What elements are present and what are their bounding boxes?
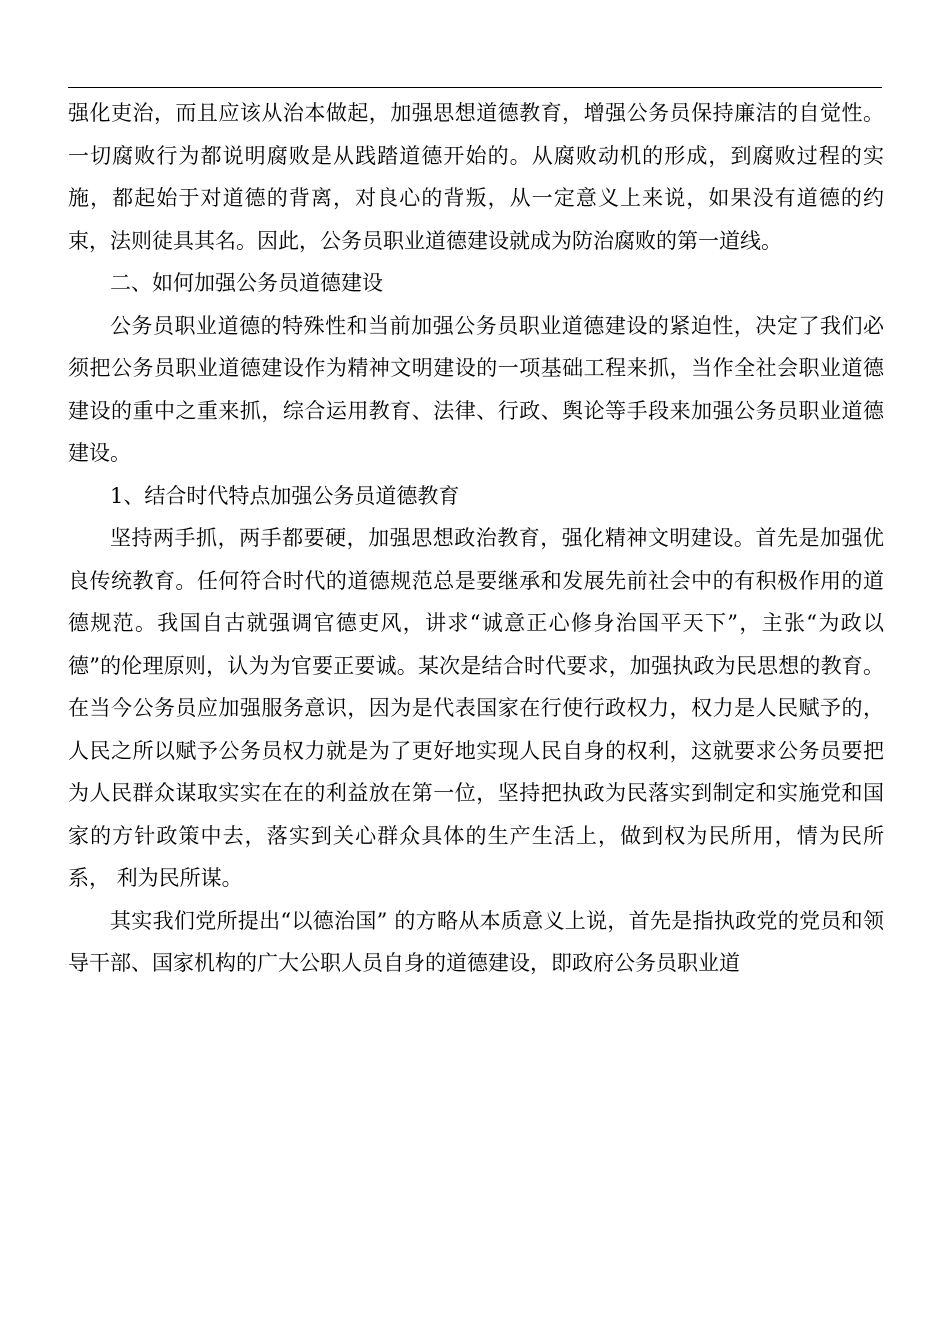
subsection-heading: 1、结合时代特点加强公务员道德教育 bbox=[110, 483, 460, 508]
header-rule bbox=[68, 87, 882, 88]
document-body bbox=[68, 92, 884, 985]
section-heading: 二、如何加强公务员道德建设 bbox=[110, 271, 383, 295]
paragraph: 其实我们党所提出“以德治国” 的方略从本质意义上说，首先是指执政党的党员和领导干部、国家机构的广大公职人员自身的道德建设，即政府公务员职业道 bbox=[68, 908, 884, 975]
paragraph: 公务员职业道德的特殊性和当前加强公务员职业道德建设的紧迫性，决定了我们必须把公务员职业道德建设作为精神文明建设的一项基础工程来抓，当作全社会职业道德建设的重中之重来抓，综合运用教育、法律、行政、舆论等手段来加强公务员职业道德建设。 bbox=[68, 313, 884, 465]
paragraph-continuation: 强化吏治，而且应该从治本做起，加强思想道德教育，增强公务员保持廉洁的自觉性。一切腐败行为都说明腐败是从践踏道德开始的。从腐败动机的形成，到腐败过程的实施，都起始于对道德的背离，对良心的背叛，从一定意义上来说，如果没有道德的约束，法则徒具其名。因此，公务员职业道德建设就成为防治腐败的第一道线。 bbox=[68, 101, 884, 253]
paragraph: 坚持两手抓，两手都要硬，加强思想政治教育，强化精神文明建设。首先是加强优良传统教育。任何符合时代的道德规范总是要继承和发展先前社会中的有积极作用的道德规范。我国自古就强调官德吏风，讲求“诚意正心修身治国平天下”，主张“为政以德”的伦理原则，认为为官要正要诚。某次是结合时代要求，加强执政为民思想的教育。在当今公务员应加强服务意识，因为是代表国家在行使行政权力，权力是人民赋予的，人民之所以赋予公务员权力就是为了更好地实现人民自身的权利，这就要求公务员要把为人民群众谋取实实在在的利益放在第一位，坚持把执政为民落实到制定和实施党和国家的方针政策中去，落实到关心群众具体的生产生活上，做到权为民所用，情为民所系， 利为民所谋。 bbox=[68, 526, 884, 890]
